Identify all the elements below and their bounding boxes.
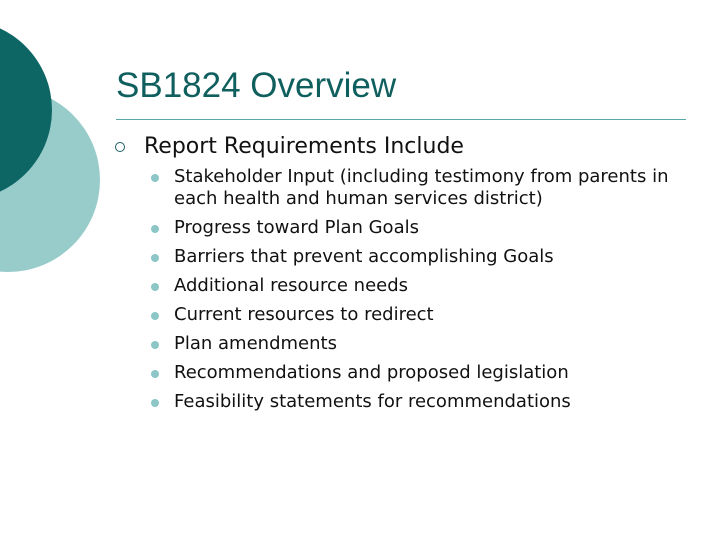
list-item: [151, 333, 671, 355]
hollow-circle-bullet-icon: [115, 142, 125, 152]
list-item-text: Barriers that prevent accomplishing Goals: [174, 246, 554, 267]
list-item: [151, 275, 671, 297]
slide-title: SB1824 Overview: [116, 66, 397, 105]
list-item: [151, 217, 671, 239]
bullet-dot-icon: [151, 370, 159, 378]
list-item: [151, 304, 671, 326]
list-item: [151, 166, 671, 210]
bullet-dot-icon: [151, 174, 159, 182]
list-item-text: Stakeholder Input (including testimony from parents in each health and human services district): [174, 166, 669, 209]
list-item-text: Additional resource needs: [174, 275, 409, 296]
list-item-text: Progress toward Plan Goals: [174, 217, 419, 238]
list-item-text: Feasibility statements for recommendations: [174, 391, 571, 412]
level1-bullet: [115, 132, 464, 162]
bullet-dot-icon: [151, 312, 159, 320]
list-item: [151, 362, 671, 384]
bullet-dot-icon: [151, 341, 159, 349]
list-item: [151, 246, 671, 268]
bullet-dot-icon: [151, 283, 159, 291]
list-item: [151, 391, 671, 413]
level1-text: Report Requirements Include: [144, 134, 464, 159]
list-item-text: Plan amendments: [174, 333, 337, 354]
title-divider: [116, 119, 686, 120]
decorative-circles: [0, 0, 120, 300]
list-item-text: Current resources to redirect: [174, 304, 434, 325]
bullet-dot-icon: [151, 225, 159, 233]
bullet-dot-icon: [151, 399, 159, 407]
bullet-dot-icon: [151, 254, 159, 262]
requirements-list: [151, 166, 671, 420]
list-item-text: Recommendations and proposed legislation: [174, 362, 569, 383]
